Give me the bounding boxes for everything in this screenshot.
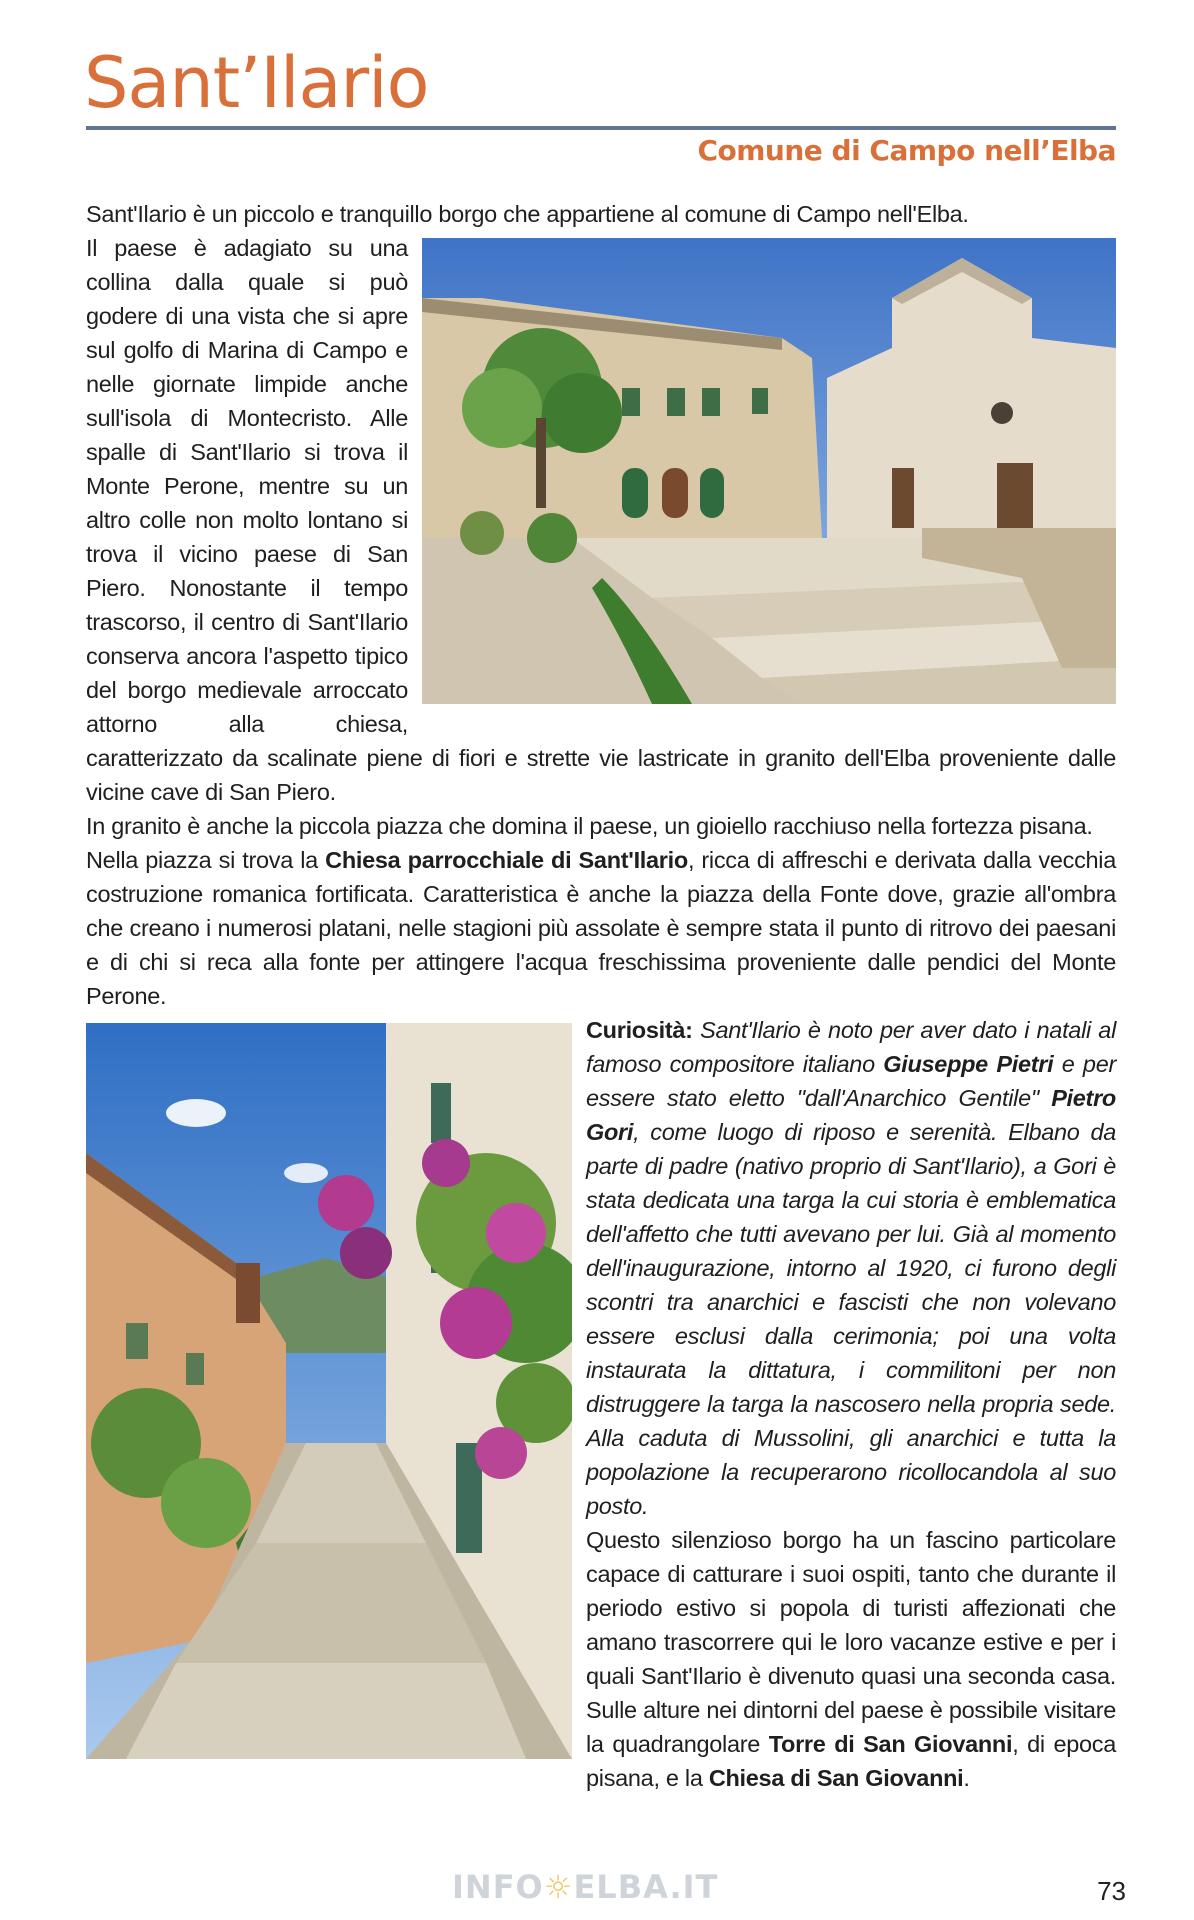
church-name: Chiesa parrocchiale di Sant'Ilario bbox=[325, 847, 688, 873]
composer-name: Giuseppe Pietri bbox=[883, 1051, 1054, 1077]
alley-photo bbox=[86, 1023, 572, 1759]
curiosity-label: Curiosità: bbox=[586, 1017, 693, 1043]
alley-illustration bbox=[86, 1023, 572, 1759]
piazza-line: In granito è anche la piccola piazza che domina il paese, un gioiello racchiuso nella fortezza pisana. bbox=[86, 813, 1093, 839]
page-number: 73 bbox=[1097, 1876, 1126, 1906]
article-body bbox=[86, 197, 1116, 1795]
church-square-illustration bbox=[422, 238, 1116, 704]
church-square-photo bbox=[422, 238, 1116, 704]
tower-name: Torre di San Giovanni bbox=[768, 1731, 1013, 1757]
piazza-paragraph: Nella piazza si trova la Chiesa parrocchiale di Sant'Ilario, ricca di affreschi e derivata dalla vecchia costruzione romanica fortificata. Caratteristica è anche la piazza della Fonte dove, grazie all'ombra che creano i numerosi platani, nelle stagioni più assolate è sempre stata il punto di ritrovo dei paesani e di chi si reca alla fonte per attingere l'acqua freschissima proveniente dalle pendici del Monte Perone. bbox=[86, 847, 1116, 1009]
page-title: Sant’Ilario bbox=[84, 42, 429, 124]
anarchist-name: Pietro Gori bbox=[586, 1085, 1116, 1145]
curiosity-paragraph: Curiosità: Sant'Ilario è noto per aver dato i natali al famoso compositore italiano Giuseppe Pietri e per essere stato eletto "dall'Anarchico Gentile" Pietro Gori, come luogo di riposo e serenità. Elbano da parte di padre (nativo proprio di Sant'Ilario), a Gori è stata dedicata una targa la cui storia è emblematica dell'affetto che tutti avevano per lui. Già al momento dell'inaugurazione, intorno al 1920, ci furono degli scontri tra anarchici e fascisti che non volevano essere esclusi dalla cerimonia; poi una volta instaurata la dittatura, i commilitoni per non distruggere la targa la nascosero nella propria sede. Alla caduta di Mussolini, gli anarchici e tutta la popolazione la recuperarono ricollocandola al suo posto. bbox=[586, 1017, 1116, 1519]
page-subtitle: Comune di Campo nell’Elba bbox=[697, 134, 1116, 167]
intro-paragraph: Il paese è adagiato su una collina dalla quale si può godere di una vista che si apre sul golfo di Marina di Campo e nelle giornate limpide anche sull'isola di Montecristo. Alle spalle di Sant'Ilario si trova il Monte Perone, mentre su un altro colle non molto lontano si trova il vicino paese di San Piero. Nonostante il tempo trascorso, il centro di Sant'Ilario conserva ancora l'aspetto tipico del borgo medievale arroccato attorno alla chiesa, caratterizzato da scalinate piene di fiori e strette vie lastricate in granito dell'Elba proveniente dalle vicine cave di San Piero. bbox=[86, 235, 1116, 805]
infoelba-logo: INFO☼ELBA.IT bbox=[452, 1868, 719, 1906]
sun-icon: ☼ bbox=[543, 1868, 574, 1906]
chapel-name: Chiesa di San Giovanni bbox=[708, 1765, 964, 1791]
intro-line: Sant'Ilario è un piccolo e tranquillo borgo che appartiene al comune di Campo nell'Elba. bbox=[86, 201, 969, 227]
closing-paragraph: Questo silenzioso borgo ha un fascino particolare capace di catturare i suoi ospiti, tanto che durante il periodo estivo si popola di turisti affezionati che amano trascorrere qui le loro vacanze estive e per i quali Sant'Ilario è divenuto quasi una seconda casa. Sulle alture nei dintorni del paese è possibile visitare la quadrangolare Torre di San Giovanni, di epoca pisana, e la Chiesa di San Giovanni. bbox=[586, 1527, 1117, 1791]
title-underline bbox=[86, 126, 1116, 130]
